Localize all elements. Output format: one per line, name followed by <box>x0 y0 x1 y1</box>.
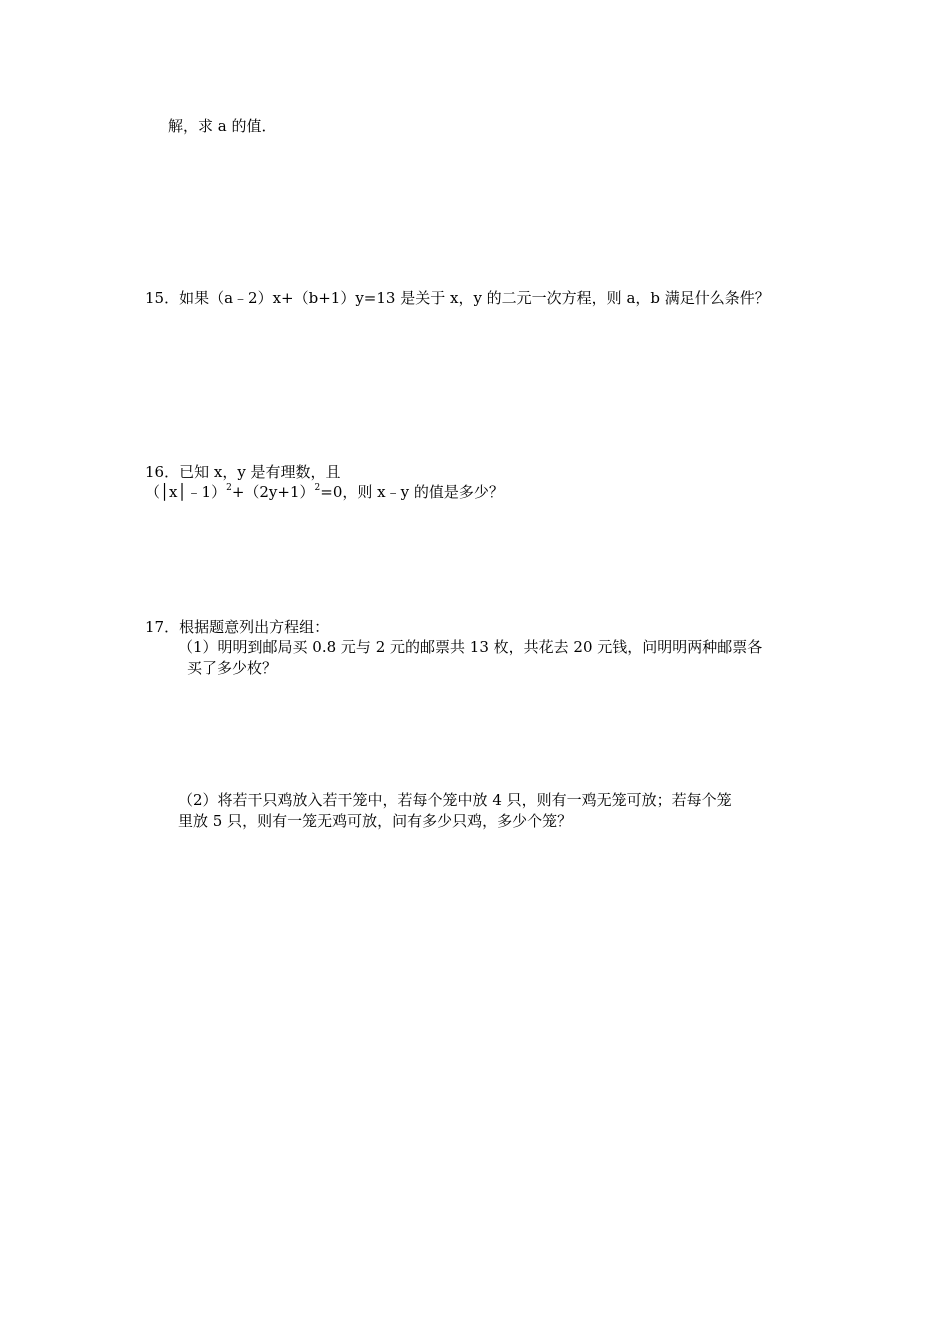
question-17-part2-line2: 里放 5 只，则有一笼无鸡可放，问有多少只鸡，多少个笼？ <box>178 812 573 830</box>
q16-exponent-1: 2 <box>226 483 232 493</box>
question-17-part1-line1: （1）明明到邮局买 0.8 元与 2 元的邮票共 13 枚，共花去 20 元钱，问明明两种邮票各 <box>178 638 763 656</box>
q14-continuation: 解，求 a 的值． <box>168 117 277 135</box>
question-17-heading: 17．根据题意列出方程组： <box>145 618 330 636</box>
question-17-part1-line2: 买了多少枚？ <box>187 659 278 677</box>
q16-exponent-2: 2 <box>314 483 321 493</box>
q16-expr-part3: =0，则 x﹣y 的值是多少？ <box>320 483 504 501</box>
question-16-line2 <box>145 482 504 502</box>
q16-expr-part1: （│x│﹣1） <box>145 483 227 501</box>
question-16-line1: 16．已知 x，y 是有理数，且 <box>145 463 341 481</box>
question-15: 15．如果（a﹣2）x+（b+1）y=13 是关于 x，y 的二元一次方程，则 a，b 满足什么条件？ <box>145 289 770 307</box>
q16-expr-part2: +（2y+1） <box>231 483 315 501</box>
question-17-part2-line1: （2）将若干只鸡放入若干笼中，若每个笼中放 4 只，则有一鸡无笼可放；若每个笼 <box>178 791 732 809</box>
